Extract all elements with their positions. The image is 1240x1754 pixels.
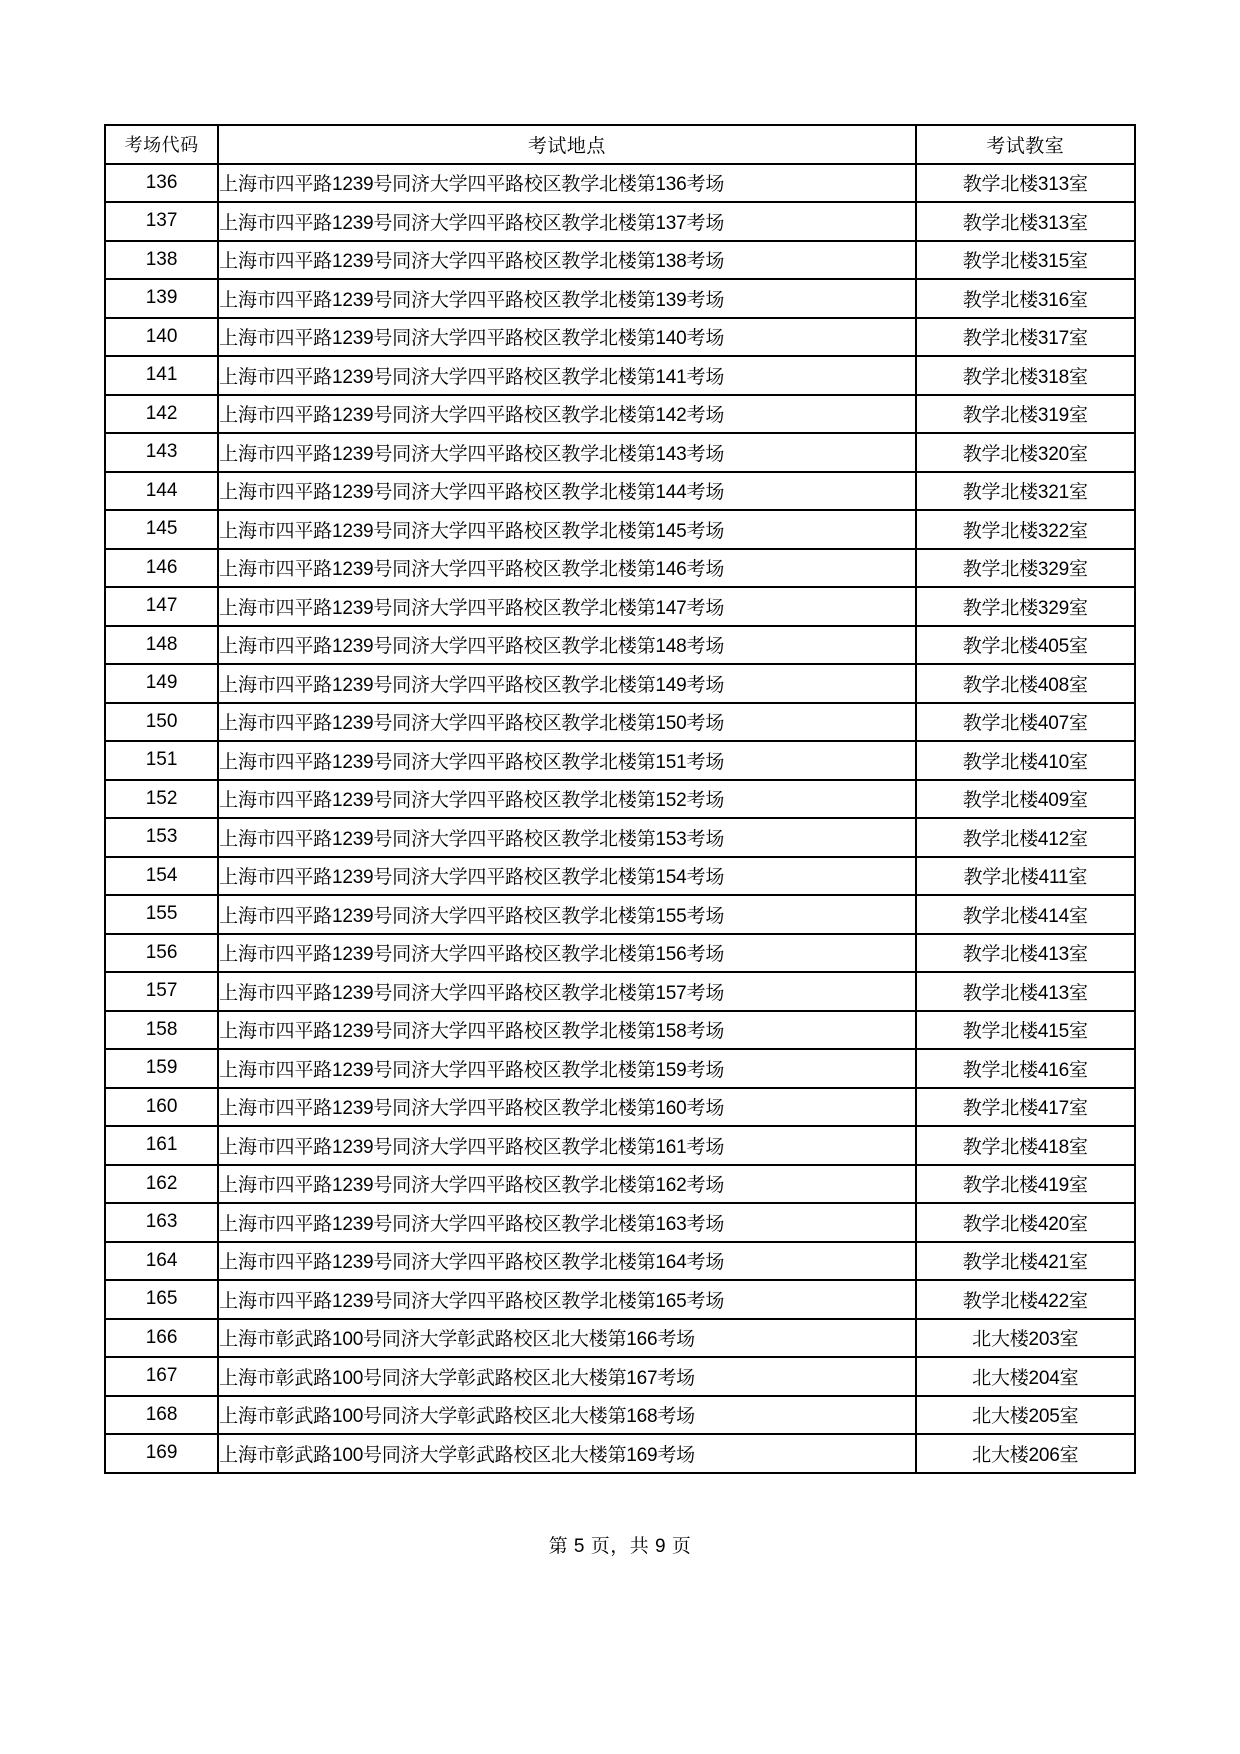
column-header-room: 考试教室 (916, 125, 1135, 164)
cell-exam-classroom: 北大楼206室 (916, 1434, 1135, 1473)
table-header (105, 125, 1135, 164)
cell-exam-location: 上海市四平路1239号同济大学四平路校区教学北楼第145考场 (218, 510, 915, 549)
cell-exam-room-code: 151 (105, 741, 218, 780)
cell-exam-location: 上海市四平路1239号同济大学四平路校区教学北楼第155考场 (218, 895, 915, 934)
cell-exam-classroom: 教学北楼419室 (916, 1165, 1135, 1204)
cell-exam-room-code: 154 (105, 857, 218, 896)
cell-exam-room-code: 146 (105, 549, 218, 588)
table-row (105, 626, 1135, 665)
cell-exam-location: 上海市四平路1239号同济大学四平路校区教学北楼第165考场 (218, 1280, 915, 1319)
cell-exam-room-code: 145 (105, 510, 218, 549)
table-row (105, 664, 1135, 703)
cell-exam-room-code: 161 (105, 1126, 218, 1165)
exam-room-table (104, 124, 1136, 1474)
cell-exam-classroom: 教学北楼413室 (916, 972, 1135, 1011)
cell-exam-room-code: 143 (105, 433, 218, 472)
cell-exam-room-code: 163 (105, 1203, 218, 1242)
cell-exam-classroom: 北大楼203室 (916, 1319, 1135, 1358)
cell-exam-location: 上海市四平路1239号同济大学四平路校区教学北楼第148考场 (218, 626, 915, 665)
table-row (105, 356, 1135, 395)
cell-exam-location: 上海市四平路1239号同济大学四平路校区教学北楼第147考场 (218, 587, 915, 626)
cell-exam-location: 上海市四平路1239号同济大学四平路校区教学北楼第151考场 (218, 741, 915, 780)
cell-exam-classroom: 教学北楼321室 (916, 472, 1135, 511)
cell-exam-classroom: 教学北楼418室 (916, 1126, 1135, 1165)
table-row (105, 972, 1135, 1011)
table-body (105, 164, 1135, 1473)
cell-exam-room-code: 141 (105, 356, 218, 395)
cell-exam-room-code: 149 (105, 664, 218, 703)
cell-exam-location: 上海市四平路1239号同济大学四平路校区教学北楼第136考场 (218, 164, 915, 203)
cell-exam-classroom: 教学北楼313室 (916, 164, 1135, 203)
cell-exam-location: 上海市彰武路100号同济大学彰武路校区北大楼第167考场 (218, 1357, 915, 1396)
table-row (105, 1319, 1135, 1358)
cell-exam-room-code: 144 (105, 472, 218, 511)
cell-exam-room-code: 139 (105, 279, 218, 318)
cell-exam-room-code: 153 (105, 818, 218, 857)
cell-exam-classroom: 教学北楼417室 (916, 1088, 1135, 1127)
page-footer: 第 5 页，共 9 页 (548, 1536, 692, 1557)
table-row (105, 1088, 1135, 1127)
cell-exam-classroom: 北大楼205室 (916, 1396, 1135, 1435)
cell-exam-room-code: 142 (105, 395, 218, 434)
cell-exam-classroom: 北大楼204室 (916, 1357, 1135, 1396)
table-row (105, 1242, 1135, 1281)
cell-exam-room-code: 158 (105, 1011, 218, 1050)
cell-exam-room-code: 162 (105, 1165, 218, 1204)
cell-exam-classroom: 教学北楼421室 (916, 1242, 1135, 1281)
table-row (105, 318, 1135, 357)
table-row (105, 857, 1135, 896)
table-row (105, 1357, 1135, 1396)
table-row (105, 703, 1135, 742)
cell-exam-location: 上海市四平路1239号同济大学四平路校区教学北楼第149考场 (218, 664, 915, 703)
cell-exam-classroom: 教学北楼319室 (916, 395, 1135, 434)
table-row (105, 164, 1135, 203)
cell-exam-room-code: 156 (105, 934, 218, 973)
cell-exam-location: 上海市四平路1239号同济大学四平路校区教学北楼第138考场 (218, 241, 915, 280)
table-row (105, 818, 1135, 857)
cell-exam-classroom: 教学北楼316室 (916, 279, 1135, 318)
cell-exam-classroom: 教学北楼329室 (916, 587, 1135, 626)
cell-exam-location: 上海市四平路1239号同济大学四平路校区教学北楼第154考场 (218, 857, 915, 896)
table-row (105, 549, 1135, 588)
cell-exam-room-code: 165 (105, 1280, 218, 1319)
table-row (105, 1011, 1135, 1050)
table-row (105, 780, 1135, 819)
cell-exam-location: 上海市四平路1239号同济大学四平路校区教学北楼第163考场 (218, 1203, 915, 1242)
cell-exam-room-code: 147 (105, 587, 218, 626)
cell-exam-location: 上海市四平路1239号同济大学四平路校区教学北楼第152考场 (218, 780, 915, 819)
cell-exam-classroom: 教学北楼313室 (916, 202, 1135, 241)
table-row (105, 510, 1135, 549)
cell-exam-classroom: 教学北楼320室 (916, 433, 1135, 472)
table-row (105, 1203, 1135, 1242)
cell-exam-room-code: 167 (105, 1357, 218, 1396)
column-header-place: 考试地点 (218, 125, 915, 164)
cell-exam-room-code: 159 (105, 1049, 218, 1088)
table-row (105, 433, 1135, 472)
cell-exam-location: 上海市彰武路100号同济大学彰武路校区北大楼第168考场 (218, 1396, 915, 1435)
cell-exam-classroom: 教学北楼405室 (916, 626, 1135, 665)
cell-exam-room-code: 136 (105, 164, 218, 203)
cell-exam-classroom: 教学北楼414室 (916, 895, 1135, 934)
cell-exam-location: 上海市四平路1239号同济大学四平路校区教学北楼第164考场 (218, 1242, 915, 1281)
cell-exam-classroom: 教学北楼408室 (916, 664, 1135, 703)
cell-exam-room-code: 160 (105, 1088, 218, 1127)
cell-exam-classroom: 教学北楼422室 (916, 1280, 1135, 1319)
cell-exam-room-code: 152 (105, 780, 218, 819)
cell-exam-room-code: 137 (105, 202, 218, 241)
cell-exam-room-code: 166 (105, 1319, 218, 1358)
cell-exam-location: 上海市四平路1239号同济大学四平路校区教学北楼第162考场 (218, 1165, 915, 1204)
table-row (105, 1049, 1135, 1088)
cell-exam-location: 上海市四平路1239号同济大学四平路校区教学北楼第153考场 (218, 818, 915, 857)
cell-exam-classroom: 教学北楼410室 (916, 741, 1135, 780)
cell-exam-room-code: 164 (105, 1242, 218, 1281)
table-row (105, 472, 1135, 511)
cell-exam-location: 上海市彰武路100号同济大学彰武路校区北大楼第169考场 (218, 1434, 915, 1473)
table-row (105, 202, 1135, 241)
cell-exam-room-code: 140 (105, 318, 218, 357)
cell-exam-location: 上海市四平路1239号同济大学四平路校区教学北楼第150考场 (218, 703, 915, 742)
cell-exam-classroom: 教学北楼315室 (916, 241, 1135, 280)
table-row (105, 1126, 1135, 1165)
column-header-code: 考场代码 (105, 125, 218, 164)
table-row (105, 934, 1135, 973)
cell-exam-location: 上海市四平路1239号同济大学四平路校区教学北楼第143考场 (218, 433, 915, 472)
table-row (105, 741, 1135, 780)
cell-exam-location: 上海市四平路1239号同济大学四平路校区教学北楼第141考场 (218, 356, 915, 395)
cell-exam-classroom: 教学北楼415室 (916, 1011, 1135, 1050)
table-row (105, 1280, 1135, 1319)
cell-exam-location: 上海市四平路1239号同济大学四平路校区教学北楼第157考场 (218, 972, 915, 1011)
cell-exam-location: 上海市四平路1239号同济大学四平路校区教学北楼第161考场 (218, 1126, 915, 1165)
cell-exam-classroom: 教学北楼318室 (916, 356, 1135, 395)
table-row (105, 279, 1135, 318)
cell-exam-classroom: 教学北楼413室 (916, 934, 1135, 973)
table-row (105, 895, 1135, 934)
cell-exam-location: 上海市四平路1239号同济大学四平路校区教学北楼第159考场 (218, 1049, 915, 1088)
table-row (105, 395, 1135, 434)
cell-exam-classroom: 教学北楼407室 (916, 703, 1135, 742)
cell-exam-location: 上海市四平路1239号同济大学四平路校区教学北楼第140考场 (218, 318, 915, 357)
cell-exam-classroom: 教学北楼420室 (916, 1203, 1135, 1242)
cell-exam-room-code: 148 (105, 626, 218, 665)
cell-exam-location: 上海市彰武路100号同济大学彰武路校区北大楼第166考场 (218, 1319, 915, 1358)
cell-exam-classroom: 教学北楼322室 (916, 510, 1135, 549)
cell-exam-classroom: 教学北楼411室 (916, 857, 1135, 896)
cell-exam-classroom: 教学北楼409室 (916, 780, 1135, 819)
cell-exam-room-code: 150 (105, 703, 218, 742)
cell-exam-location: 上海市四平路1239号同济大学四平路校区教学北楼第160考场 (218, 1088, 915, 1127)
cell-exam-location: 上海市四平路1239号同济大学四平路校区教学北楼第139考场 (218, 279, 915, 318)
cell-exam-location: 上海市四平路1239号同济大学四平路校区教学北楼第144考场 (218, 472, 915, 511)
cell-exam-classroom: 教学北楼412室 (916, 818, 1135, 857)
cell-exam-location: 上海市四平路1239号同济大学四平路校区教学北楼第146考场 (218, 549, 915, 588)
cell-exam-classroom: 教学北楼317室 (916, 318, 1135, 357)
cell-exam-room-code: 169 (105, 1434, 218, 1473)
cell-exam-location: 上海市四平路1239号同济大学四平路校区教学北楼第156考场 (218, 934, 915, 973)
cell-exam-classroom: 教学北楼329室 (916, 549, 1135, 588)
cell-exam-location: 上海市四平路1239号同济大学四平路校区教学北楼第137考场 (218, 202, 915, 241)
cell-exam-room-code: 168 (105, 1396, 218, 1435)
cell-exam-classroom: 教学北楼416室 (916, 1049, 1135, 1088)
table-row (105, 1165, 1135, 1204)
cell-exam-room-code: 157 (105, 972, 218, 1011)
table-header-row (105, 125, 1135, 164)
cell-exam-location: 上海市四平路1239号同济大学四平路校区教学北楼第142考场 (218, 395, 915, 434)
table-row (105, 241, 1135, 280)
cell-exam-room-code: 155 (105, 895, 218, 934)
cell-exam-room-code: 138 (105, 241, 218, 280)
cell-exam-location: 上海市四平路1239号同济大学四平路校区教学北楼第158考场 (218, 1011, 915, 1050)
table-row (105, 1396, 1135, 1435)
table-row (105, 587, 1135, 626)
table-row (105, 1434, 1135, 1473)
